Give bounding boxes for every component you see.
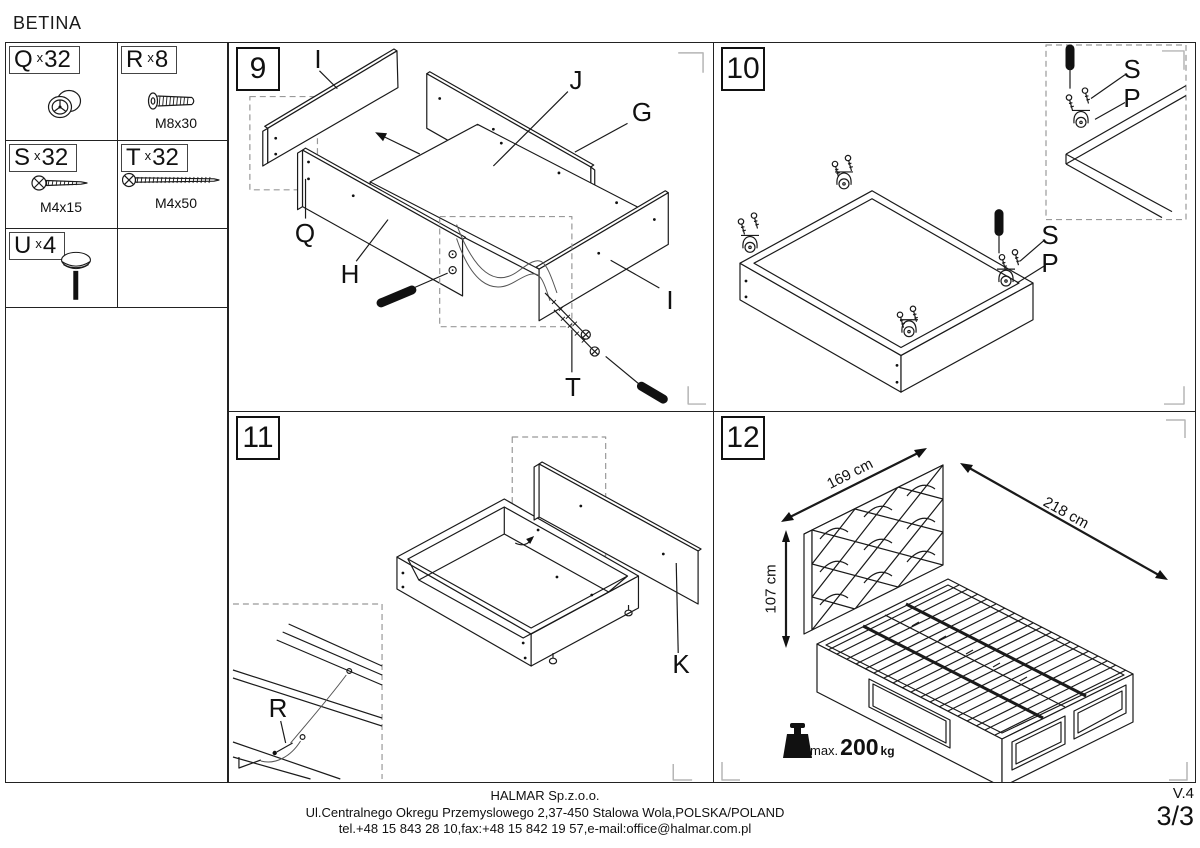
slide-direction-arrow (375, 132, 420, 154)
part-label-q (9, 46, 80, 74)
step-number: 10 (726, 52, 760, 85)
product-title: BETINA (13, 13, 82, 33)
times-symbol: x (144, 148, 152, 163)
times-symbol: x (147, 50, 154, 65)
part-id: R (126, 46, 144, 73)
corner-mark (688, 386, 706, 404)
bolt-icon (146, 91, 204, 111)
company-name: HALMAR Sp.z.o.o. (490, 788, 600, 803)
step12-drawing (714, 412, 1195, 782)
screwdriver-icon (606, 356, 664, 399)
corner-mark (1162, 51, 1184, 70)
step-number-box (236, 416, 280, 460)
part-callout-h: H (340, 259, 360, 289)
company-contact: tel.+48 15 843 28 10,fax:+48 15 842 19 57,e-mail:office@halmar.com.pl (338, 821, 752, 836)
company-address: Ul.Centralnego Okregu Przemyslowego 2,37-450 Stalowa Wola,POLSKA/POLAND (305, 804, 785, 820)
length-dimension-label: 218 cm (1040, 493, 1092, 533)
part-callout-p: P (1123, 83, 1141, 113)
part-cell-empty (118, 229, 227, 308)
corner-mark (1169, 762, 1187, 780)
step-number: 11 (242, 421, 274, 454)
part-qty: 32 (41, 144, 69, 171)
part-callout-i: I (666, 285, 674, 315)
long-screw-icon (122, 171, 222, 189)
part-id: U (14, 232, 32, 259)
part-qty: 8 (154, 46, 169, 73)
times-symbol: x (36, 50, 44, 65)
step-number-box (721, 47, 765, 91)
side-board-i-left (263, 49, 398, 166)
step-number-box (236, 47, 280, 91)
part-spec: M4x50 (154, 195, 198, 211)
part-callout-g: G (631, 97, 653, 127)
max-load-unit: kg (880, 744, 895, 758)
height-dimension-label: 107 cm (762, 564, 780, 614)
width-dimension-label: 169 cm (824, 455, 876, 493)
step-panel-12 (714, 412, 1195, 782)
times-symbol: x (35, 236, 42, 251)
corner-detail-inset (1046, 45, 1186, 220)
part-id: Q (14, 46, 33, 73)
part-callout-j: J (569, 65, 583, 95)
part-cell-r (118, 43, 227, 141)
part-label-t (121, 144, 188, 172)
steps-area (228, 42, 1196, 783)
part-label-s (9, 144, 77, 172)
max-load-prefix: max. (810, 743, 839, 758)
corner-mark (1166, 420, 1185, 438)
times-symbol: x (34, 148, 41, 163)
part-id: T (126, 144, 141, 171)
height-dimension-arrow (782, 530, 790, 648)
step-panel-10 (714, 43, 1195, 412)
part-callout-k: K (672, 649, 690, 679)
part-spec: M4x15 (39, 199, 83, 215)
step11-drawing (229, 412, 713, 782)
drawer-box (740, 191, 1033, 392)
version-number: V.4 (1172, 785, 1194, 802)
part-callout-p: P (1041, 248, 1059, 278)
max-load-value: 200 (840, 734, 879, 760)
max-load-weight-icon (783, 723, 812, 758)
part-callout-s: S (1123, 54, 1141, 84)
max-load-label (810, 734, 895, 761)
part-cell-u (6, 229, 118, 308)
step-number: 12 (726, 421, 760, 454)
glide-foot-icon (56, 251, 96, 307)
part-callout-q: Q (294, 218, 316, 248)
short-screw-icon (31, 173, 91, 193)
corner-mark (673, 764, 692, 780)
parts-table (5, 42, 228, 783)
part-callout-t: T (565, 372, 581, 402)
bolt-detail-inset (233, 604, 382, 779)
part-id: S (14, 144, 31, 171)
corner-mark (1164, 386, 1184, 404)
part-spec: M8x30 (154, 115, 198, 131)
step-number: 9 (249, 52, 267, 85)
part-callout-i: I (314, 44, 322, 74)
part-cell-t (118, 141, 227, 229)
screwdriver-icon (381, 273, 448, 303)
part-qty: 4 (42, 232, 57, 259)
part-label-r (121, 46, 177, 74)
part-cell-s (6, 141, 118, 229)
cam-lock-icon (45, 87, 85, 123)
part-qty: 32 (152, 144, 179, 171)
corner-mark (678, 53, 703, 73)
page-number: 3/3 (1156, 801, 1194, 831)
part-cell-q (6, 43, 118, 141)
part-callout-r: R (268, 693, 288, 723)
part-callout-s: S (1041, 220, 1059, 250)
part-qty: 32 (44, 46, 71, 73)
step-panel-11 (229, 412, 714, 782)
version-block (1156, 786, 1194, 830)
footer (145, 788, 945, 838)
corner-mark (722, 762, 740, 780)
step-number-box (721, 416, 765, 460)
step-panel-9 (229, 43, 714, 412)
